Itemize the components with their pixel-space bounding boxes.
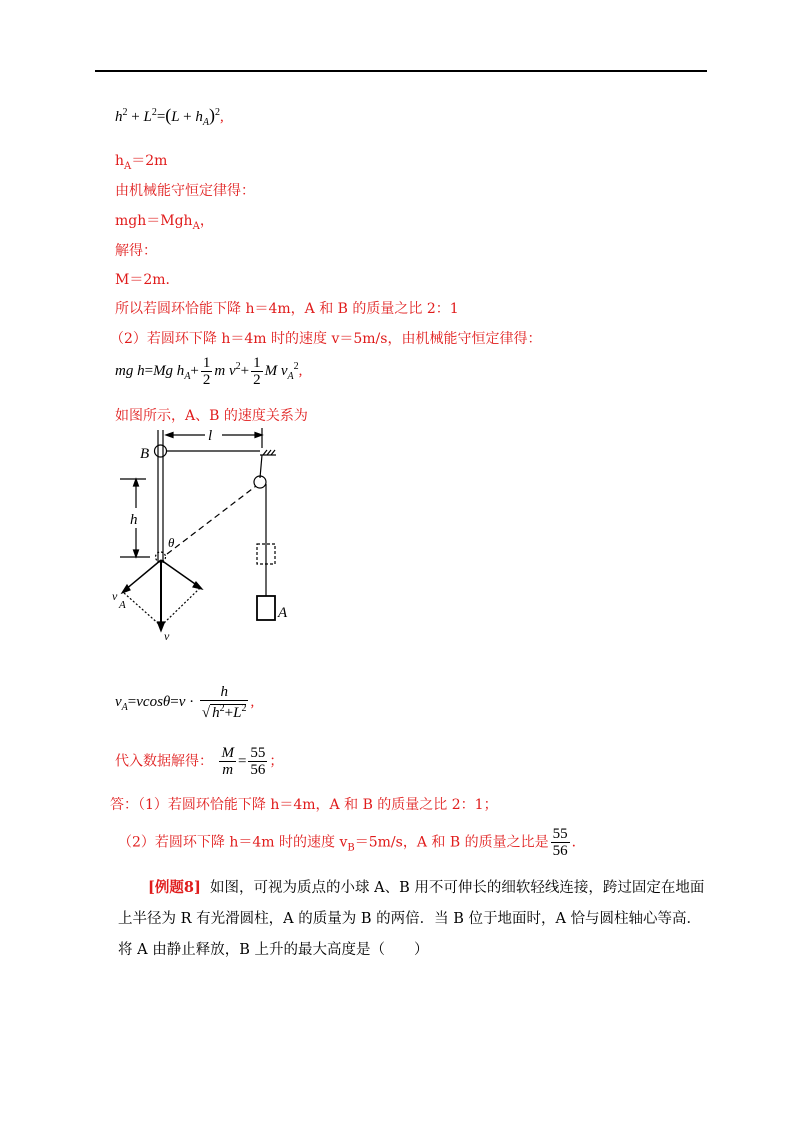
velocity-diagram	[110, 428, 310, 648]
equation-velocity: $v_A=vcos\theta=v$ · $\frac{h}{√ h^2+L^2}$ ,	[115, 684, 255, 721]
parallelogram-right	[161, 588, 200, 626]
answer-part1: 答：（1）若圆环恰能下降 h＝4m，A 和 B 的质量之比 2：1；	[110, 797, 498, 813]
equation-energy: mg h=Mg $h_A+$ $\frac{1}{2}$ m $v^2+$ $\frac{1}{2}$ M $v_A^2$,	[115, 355, 303, 388]
label-va-v: v	[112, 589, 118, 603]
velocity-perp	[161, 560, 198, 586]
example-text: 如图，可视为质点的小球 A、B 用不可伸长的细软轻线连接，跨过固定在地面上半径为 R 有光滑圆柱，A 的质量为 B 的两倍．当 B 位于地面时，A 恰与圆柱轴心等高．将 A 由静止释放，B 上升的最大高度是（ ）	[118, 880, 705, 958]
line-part2: （2）若圆环下降 h＝4m 时的速度 v＝5m/s，由机械能守恒定律得：	[110, 331, 542, 347]
velocity-va	[125, 560, 161, 590]
label-v: v	[164, 629, 170, 643]
label-b: B	[140, 446, 150, 462]
dimension-arrow-right	[255, 433, 262, 438]
line-figure-intro: 如图所示，A、B 的速度关系为	[115, 408, 308, 424]
label-theta: θ	[168, 535, 175, 550]
example-8	[118, 872, 708, 966]
equation-pythagoras: $h^2 + L^2=(L + h_A)^2$,	[115, 105, 224, 128]
diagonal-rope	[167, 486, 256, 554]
ring-b	[155, 445, 167, 457]
line-mass-result: M＝2m．	[115, 272, 180, 288]
line-solve: 解得：	[115, 243, 157, 259]
pulley-arm	[260, 455, 262, 478]
label-h: h	[130, 512, 138, 528]
line-substitution: 代入数据解得： $\frac{M}{m}$ = $\frac{55}{56}$ ；	[115, 745, 284, 778]
header-rule	[95, 70, 707, 72]
line-energy-conservation: 由机械能守恒定律得：	[115, 183, 255, 199]
line-hA: $h_A=2m$	[115, 153, 168, 172]
block-a	[257, 596, 275, 620]
line-mgh: mgh＝Mgh$_A$，	[115, 213, 214, 232]
example-label: [例题8]	[148, 879, 201, 896]
label-a: A	[278, 605, 288, 621]
label-l: l	[208, 428, 213, 444]
line-mass-ratio: 所以若圆环恰能下降 h＝4m，A 和 B 的质量之比 2：1	[115, 301, 459, 317]
answer-part2: （2）若圆环下降 h＝4m 时的速度 $v_B=5m/s$，A 和 B 的质量之比是 $\frac{55}{56}$ ．	[118, 826, 586, 859]
dimension-arrow-left	[166, 433, 173, 438]
label-va-a: A	[119, 599, 126, 611]
parallelogram-left	[124, 593, 161, 626]
